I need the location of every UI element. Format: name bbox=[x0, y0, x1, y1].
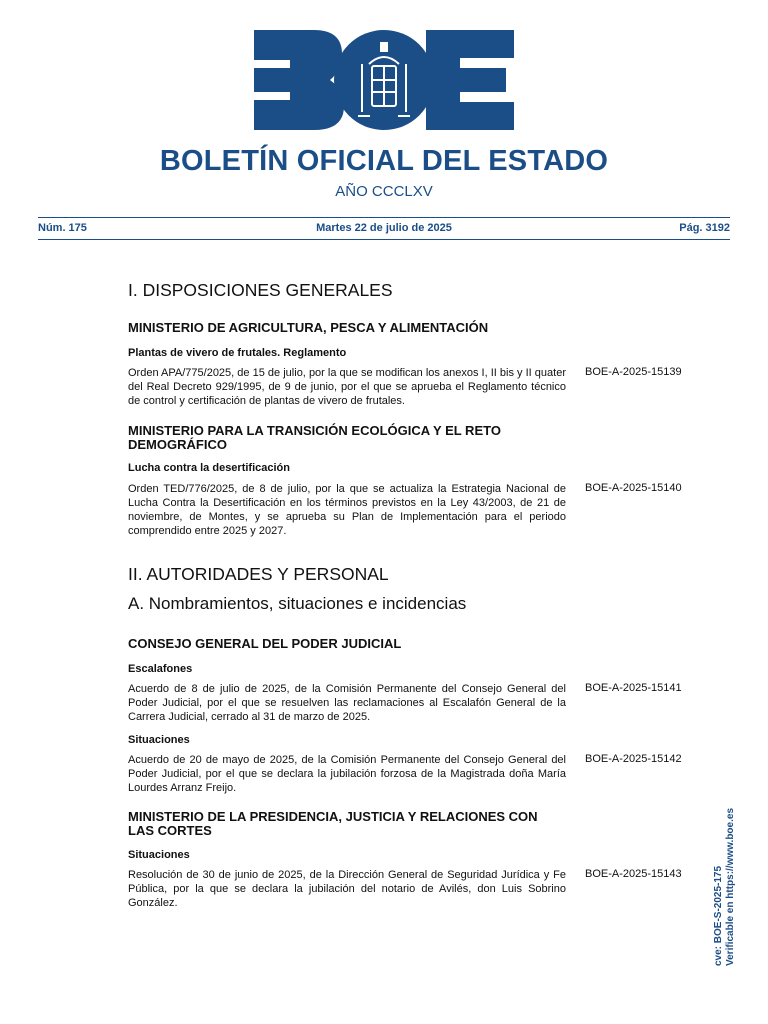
topic-label: Escalafones bbox=[128, 663, 193, 675]
page-number: Pág. 3192 bbox=[679, 222, 730, 234]
entry-text: Acuerdo de 20 de mayo de 2025, de la Comisión Permanente del Consejo General del Poder Judicial, por el que se declara la jubilación forzosa de la Magistrada doña María Lourdes Arranz Freijo. bbox=[128, 754, 566, 794]
verification-note bbox=[713, 808, 737, 966]
issue-number: Núm. 175 bbox=[38, 222, 87, 234]
issue-date: Martes 22 de julio de 2025 bbox=[316, 222, 452, 234]
entry-text: Orden TED/776/2025, de 8 de julio, por la que se actualiza la Estrategia Nacional de Lucha Contra la Desertificación en los términos previstos en la Ley 43/2003, de 21 de noviembre, de Montes, y se aprueba su Plan de Implementación para el periodo comprendido entre 2025 y 2027. bbox=[128, 483, 566, 537]
topic-label: Situaciones bbox=[128, 734, 190, 746]
year-label: AÑO CCCLXV bbox=[335, 183, 433, 200]
section-title: I. DISPOSICIONES GENERALES bbox=[128, 280, 393, 300]
header-rule-top bbox=[38, 217, 730, 218]
entry-text: Resolución de 30 de junio de 2025, de la Dirección General de Seguridad Jurídica y Fe Pública, por la que se declara la jubilación del notario de Avilés, don Luis Sobrino González. bbox=[128, 869, 566, 909]
ministry-title: MINISTERIO DE LA PRESIDENCIA, JUSTICIA Y RELACIONES CON LAS CORTES bbox=[128, 809, 538, 838]
topic-label: Situaciones bbox=[128, 849, 190, 861]
entry-code-link[interactable]: BOE-A-2025-15139 bbox=[585, 366, 682, 378]
ministry-title: MINISTERIO PARA LA TRANSICIÓN ECOLÓGICA Y EL RETO DEMOGRÁFICO bbox=[128, 423, 501, 452]
entry-text: Orden APA/775/2025, de 15 de julio, por la que se modifican los anexos I, II bis y II quater del Real Decreto 929/1995, de 9 de junio, por el que se aprueba el Reglamento técnico de control y certificación de plantas de vivero de frutales. bbox=[128, 367, 566, 407]
verification-link[interactable]: Verificable en https://www.boe.es bbox=[725, 807, 736, 966]
header-rule-bottom bbox=[38, 239, 730, 240]
cve-code: cve: BOE-S-2025-175 bbox=[713, 865, 724, 966]
entry-code-link[interactable]: BOE-A-2025-15141 bbox=[585, 682, 682, 694]
ministry-title: CONSEJO GENERAL DEL PODER JUDICIAL bbox=[128, 636, 402, 651]
logo-letter-b bbox=[254, 30, 344, 130]
boe-logo bbox=[254, 30, 514, 130]
entry-code-link[interactable]: BOE-A-2025-15142 bbox=[585, 753, 682, 765]
subsection-title: A. Nombramientos, situaciones e incidencias bbox=[128, 594, 467, 613]
topic-label: Lucha contra la desertificación bbox=[128, 462, 290, 474]
page-title: BOLETÍN OFICIAL DEL ESTADO bbox=[159, 145, 609, 177]
entry-code-link[interactable]: BOE-A-2025-15140 bbox=[585, 482, 682, 494]
ministry-title: MINISTERIO DE AGRICULTURA, PESCA Y ALIMENTACIÓN bbox=[128, 320, 489, 335]
entry-code-link[interactable]: BOE-A-2025-15143 bbox=[585, 868, 682, 880]
logo-letter-e bbox=[426, 30, 514, 130]
entry-text: Acuerdo de 8 de julio de 2025, de la Comisión Permanente del Consejo General del Poder Judicial, por el que se resuelven las reclamaciones al Escalafón General de la Carrera Judicial, cerrado al 31 de marzo de 2025. bbox=[128, 683, 566, 723]
section-title: II. AUTORIDADES Y PERSONAL bbox=[128, 564, 389, 584]
topic-label: Plantas de vivero de frutales. Reglamento bbox=[128, 347, 347, 359]
